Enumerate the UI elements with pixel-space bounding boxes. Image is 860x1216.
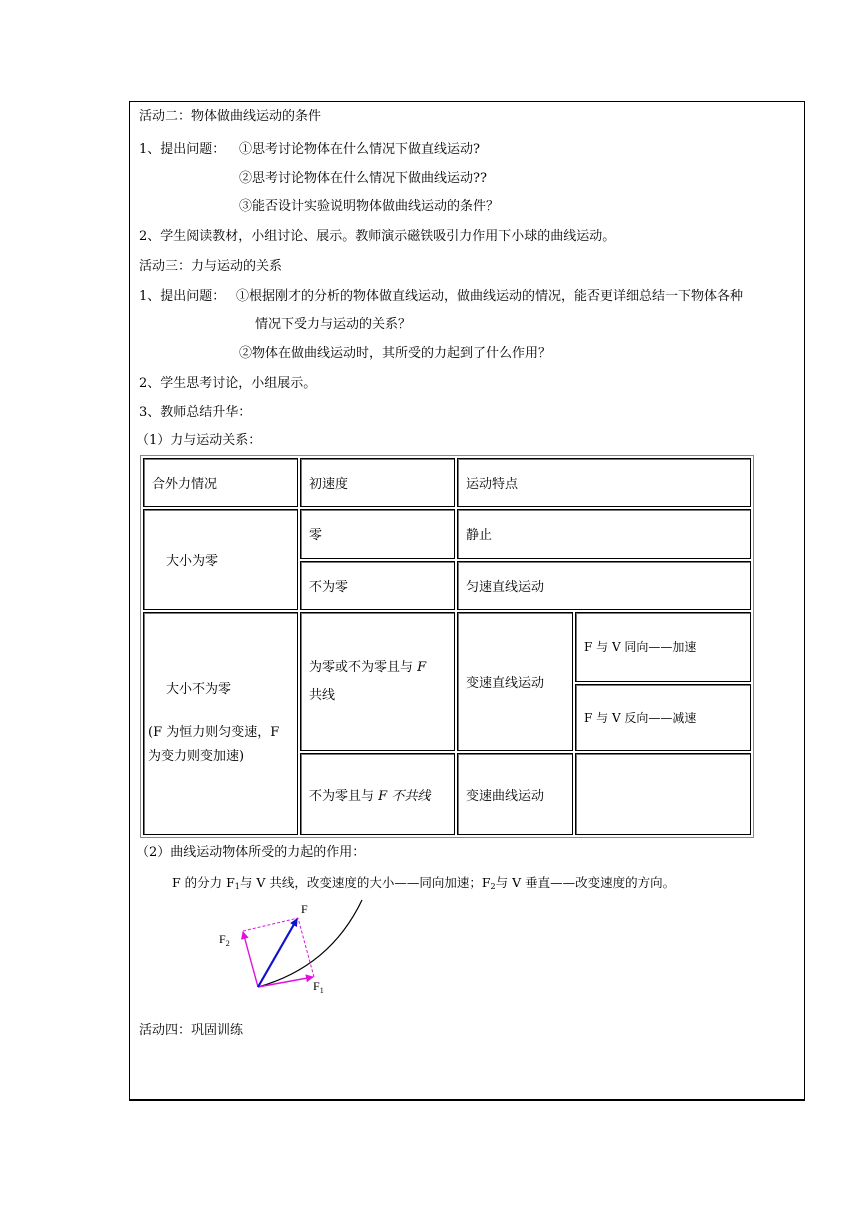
desc-part-2: 与 V 共线，改变速度的大小——同向加速；F xyxy=(239,875,491,890)
label-f: F xyxy=(301,902,308,916)
activity3-question-1a: ①根据刚才的分析的物体做直线运动，做曲线运动的情况，能否更详细总结一下物体各种 xyxy=(236,289,744,304)
label-f1-main: F xyxy=(313,979,320,993)
cell-empty xyxy=(575,753,751,835)
activity3-question-1b: 情况下受力与运动的关系？ xyxy=(255,317,412,332)
table-row xyxy=(143,509,751,559)
activity2-question-2: ②思考讨论物体在什么情况下做曲线运动?? xyxy=(239,171,487,186)
activity2-question-1: ①思考讨论物体在什么情况下做直线运动? xyxy=(239,142,480,157)
f1-arrow xyxy=(258,977,313,987)
header-initial-velocity: 初速度 xyxy=(300,458,455,507)
nonzero-force-note-a: (F 为恒力则匀变速，F xyxy=(148,724,280,740)
cell-variable-curve: 变速曲线运动 xyxy=(457,753,573,835)
label-f2 xyxy=(219,932,230,948)
cell-same-direction: F 与 V 同向——加速 xyxy=(575,612,751,682)
cell-uniform-linear: 匀速直线运动 xyxy=(457,561,751,610)
dashed-f2-to-f xyxy=(243,918,298,931)
cell-nonzero-force xyxy=(143,612,298,835)
nonzero-force-note-b: 为变力则变加速) xyxy=(148,748,245,764)
desc-sub-1: 1 xyxy=(234,882,240,891)
activity3-question-intro: 1、提出问题： xyxy=(139,289,226,304)
colinear-text-a: 为零或不为零且与 xyxy=(309,659,414,675)
section2-description xyxy=(172,874,675,896)
cell-variable-linear: 变速直线运动 xyxy=(457,612,573,752)
activity4-title: 活动四：巩固训练 xyxy=(139,1023,244,1038)
label-f2-sub: 2 xyxy=(225,939,230,948)
desc-sub-2: 2 xyxy=(490,882,496,891)
f2-arrow xyxy=(243,932,258,987)
table-row xyxy=(143,612,751,682)
activity2-step-2: 2、学生阅读教材，小组讨论、展示。教师演示磁铁吸引力作用下小球的曲线运动。 xyxy=(139,229,616,244)
cell-non-colinear xyxy=(300,753,455,835)
noncolinear-text-b: 不共线 xyxy=(391,788,431,804)
noncolinear-f-symbol: F xyxy=(378,788,388,804)
f-resultant-arrow xyxy=(258,919,297,987)
desc-part-3: 与 V 垂直——改变速度的方向。 xyxy=(495,875,676,890)
cell-rest: 静止 xyxy=(457,509,751,559)
activity3-question-2: ②物体在做曲线运动时，其所受的力起到了什么作用？ xyxy=(239,346,552,361)
colinear-f-symbol: F xyxy=(417,659,427,675)
label-f2-main: F xyxy=(219,932,226,946)
nonzero-force-label: 大小不为零 xyxy=(166,681,232,697)
table-header-row xyxy=(143,458,751,507)
section2-title: （2）曲线运动物体所受的力起的作用： xyxy=(136,845,366,860)
cell-opposite-direction: F 与 V 反向——减速 xyxy=(575,684,751,751)
cell-colinear xyxy=(300,612,455,752)
dashed-f1-to-f xyxy=(298,918,314,977)
force-motion-table xyxy=(140,455,754,838)
label-f1 xyxy=(313,979,324,995)
activity2-title: 活动二：物体做曲线运动的条件 xyxy=(139,109,322,124)
label-f1-sub: 1 xyxy=(319,986,324,995)
activity3-step-3: 3、教师总结升华： xyxy=(139,405,252,420)
colinear-text-b: 共线 xyxy=(309,687,336,703)
cell-zero-force: 大小为零 xyxy=(143,509,298,610)
activity2-question-3: ③能否设计实验说明物体做曲线运动的条件？ xyxy=(239,199,500,214)
cell-v0-zero: 零 xyxy=(300,509,455,559)
activity3-subsection-1: （1）力与运动关系： xyxy=(136,433,262,448)
cell-v0-nonzero: 不为零 xyxy=(300,561,455,610)
force-decomposition-diagram xyxy=(210,895,370,1000)
activity3-step-2: 2、学生思考讨论，小组展示。 xyxy=(139,376,317,391)
desc-part-1: F 的分力 F xyxy=(172,875,235,890)
header-motion: 运动特点 xyxy=(457,458,751,507)
noncolinear-text-a: 不为零且与 xyxy=(309,788,375,804)
header-force: 合外力情况 xyxy=(143,458,298,507)
trajectory-curve xyxy=(258,900,362,987)
activity3-title: 活动三：力与运动的关系 xyxy=(139,259,283,274)
activity2-question-intro: 1、提出问题： xyxy=(139,142,226,157)
